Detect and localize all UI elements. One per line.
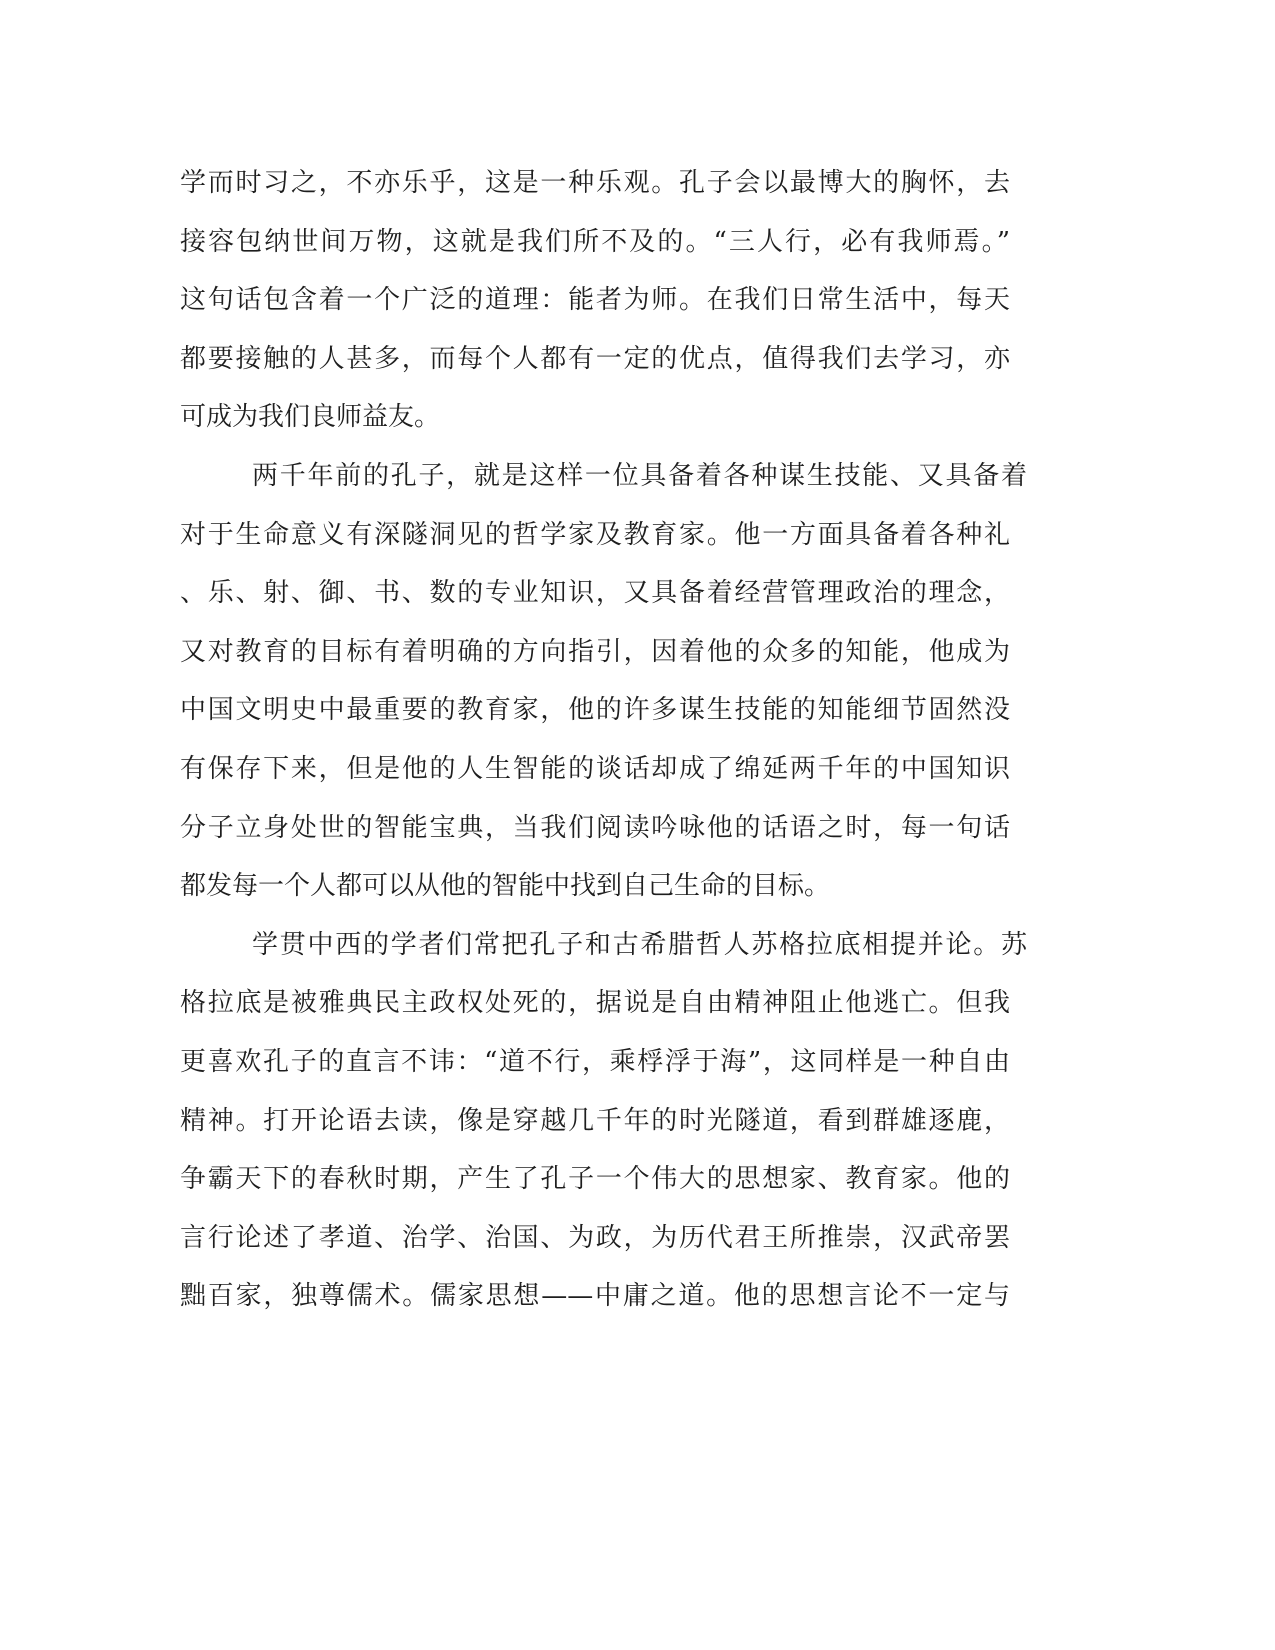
- text-line: 接容包纳世间万物，这就是我们所不及的。“三人行，必有我师焉。”: [180, 226, 1010, 257]
- text-line: 分子立身处世的智能宝典，当我们阅读吟咏他的话语之时，每一句话: [180, 812, 1010, 843]
- text-line: 这句话包含着一个广泛的道理：能者为师。在我们日常生活中，每天: [180, 285, 1010, 316]
- document-body: [180, 154, 1040, 1326]
- text-line: 争霸天下的春秋时期，产生了孔子一个伟大的思想家、教育家。他的: [180, 1164, 1010, 1195]
- text-line: 精神。打开论语去读，像是穿越几千年的时光隧道，看到群雄逐鹿，: [180, 1105, 1010, 1136]
- text-line: 都要接触的人甚多，而每个人都有一定的优点，值得我们去学习，亦: [180, 343, 1010, 374]
- paragraph-1: [180, 154, 1040, 447]
- text-line: 有保存下来，但是他的人生智能的谈话却成了绵延两千年的中国知识: [180, 753, 1010, 784]
- text-line: 、乐、射、御、书、数的专业知识，又具备着经营管理政治的理念，: [180, 578, 1010, 609]
- text-line: 黜百家，独尊儒术。儒家思想——中庸之道。他的思想言论不一定与: [180, 1281, 1010, 1312]
- text-line: 又对教育的目标有着明确的方向指引，因着他的众多的知能，他成为: [180, 636, 1010, 667]
- paragraph-3: [180, 916, 1040, 1326]
- text-line: 中国文明史中最重要的教育家，他的许多谋生技能的知能细节固然没: [180, 695, 1010, 726]
- paragraph-2: [180, 447, 1040, 916]
- text-line: 对于生命意义有深隧洞见的哲学家及教育家。他一方面具备着各种礼: [180, 519, 1010, 550]
- text-line: 可成为我们良师益友。: [180, 402, 441, 433]
- text-line: 格拉底是被雅典民主政权处死的，据说是自由精神阻止他逃亡。但我: [180, 988, 1010, 1019]
- text-line: 更喜欢孔子的直言不讳：“道不行，乘桴浮于海”，这同样是一种自由: [180, 1046, 1010, 1077]
- text-line: 都发每一个人都可以从他的智能中找到自己生命的目标。: [180, 871, 831, 902]
- text-line: 两千年前的孔子，就是这样一位具备着各种谋生技能、又具备着: [252, 460, 1027, 491]
- text-line: 学而时习之，不亦乐乎，这是一种乐观。孔子会以最博大的胸怀，去: [180, 168, 1010, 198]
- text-line: 学贯中西的学者们常把孔子和古希腊哲人苏格拉底相提并论。苏: [252, 929, 1027, 960]
- text-line: 言行论述了孝道、治学、治国、为政，为历代君王所推崇，汉武帝罢: [180, 1222, 1010, 1253]
